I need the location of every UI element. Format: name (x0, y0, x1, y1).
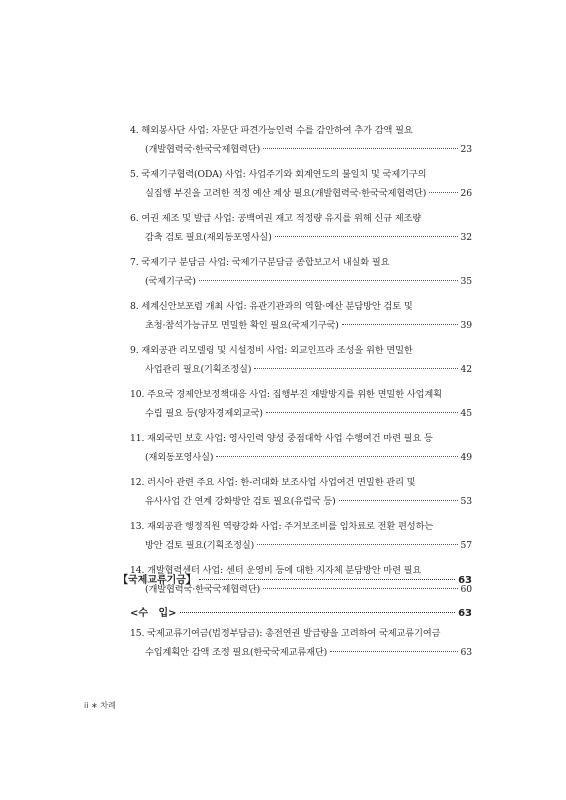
dot-leader (263, 148, 457, 149)
dot-leader (199, 579, 455, 580)
toc-entry-owner: 초청·참석가능규모 면밀한 확인 필요(국제기구국) (145, 320, 339, 331)
toc-list (130, 121, 472, 605)
toc-entry (130, 429, 472, 467)
toc-entry-continuation (130, 140, 472, 159)
dot-leader (254, 368, 457, 369)
toc-entry-continuation (130, 360, 472, 379)
toc-entry-page-number: 53 (460, 496, 472, 507)
toc-entry-owner: 유사사업 간 연계 강화방안 검토 필요(유럽국 등) (145, 496, 336, 507)
dot-leader (257, 544, 457, 545)
toc-entry-owner: (국제기구국) (145, 276, 196, 287)
toc-entry-owner: 사업관리 필요(기획조정실) (145, 364, 252, 375)
subsection-page-number: 63 (458, 608, 472, 619)
section-page-number: 63 (458, 575, 472, 586)
toc-entry-continuation (130, 184, 472, 203)
subsection-title: <수 입> (130, 608, 177, 619)
toc-entry-title: 10. 주요국 경제안보정책대응 사업: 집행부진 재발방지를 위한 면밀한 사업계획 (130, 389, 442, 400)
dot-leader (339, 500, 458, 501)
toc-entry-continuation (130, 316, 472, 335)
toc-entry (130, 517, 472, 555)
toc-entry-page-number: 63 (460, 647, 472, 658)
section-title: 【국제교류기금】 (118, 575, 196, 586)
toc-entry-continuation (130, 272, 472, 291)
toc-entry-title: 13. 재외공관 행정직원 역량강화 사업: 주거보조비를 임차료로 전환 편성하는 (130, 521, 434, 532)
toc-entry (130, 253, 472, 291)
toc-entry-title: 7. 국제기구 분담금 사업: 국제기구분담금 종합보고서 내실화 필요 (130, 257, 390, 268)
toc-entry-page-number: 35 (460, 276, 472, 287)
toc-entry-continuation (130, 404, 472, 423)
toc-entry-owner: 수입계획안 감액 조정 필요(한국국제교류재단) (145, 647, 328, 658)
section-heading-international-exchange-fund (118, 571, 472, 586)
toc-entry-title: 9. 재외공관 리모델링 및 시설정비 사업: 외교인프라 조성을 위한 면밀한 (130, 345, 413, 356)
toc-entry-continuation (130, 643, 472, 662)
toc-entry-title: 14. 개발협력센터 사업: 센터 운영비 등에 대한 지자체 분담방안 마련 필요 (130, 565, 422, 576)
toc-entry-continuation (130, 492, 472, 511)
toc-entry (130, 473, 472, 511)
toc-entry-page-number: 32 (460, 232, 472, 243)
toc-entry-continuation (130, 448, 472, 467)
dot-leader (342, 324, 458, 325)
dot-leader (429, 192, 457, 193)
dot-leader (266, 412, 458, 413)
toc-entry-owner: 감축 검토 필요(재외동포영사실) (145, 232, 272, 243)
toc-list-after (130, 624, 472, 668)
toc-entry (130, 297, 472, 335)
toc-entry-title: 6. 여권 제조 및 발급 사업: 공백여권 재고 적정량 유지를 위해 신규 제조량 (130, 213, 422, 224)
toc-entry-title: 5. 국제기구협력(ODA) 사업: 사업주기와 회계연도의 불일치 및 국제기구의 (130, 169, 427, 180)
toc-entry-page-number: 57 (460, 540, 472, 551)
dot-leader (199, 280, 458, 281)
dot-leader (180, 612, 456, 613)
toc-entry-title: 8. 세계신안보포럼 개최 사업: 유관기관과의 역할·예산 분담방안 검토 및 (130, 301, 413, 312)
toc-entry-continuation (130, 536, 472, 555)
dot-leader (330, 651, 457, 652)
dot-leader (275, 236, 458, 237)
toc-entry-owner: (재외동포영사실) (145, 452, 214, 463)
toc-entry-continuation (130, 228, 472, 247)
page-footer: ii ∗ 차례 (84, 701, 116, 710)
dot-leader (263, 588, 457, 589)
toc-entry-title: 11. 재외국민 보호 사업: 영사인력 양성 중점대학 사업 수행여건 마련 필요 등 (130, 433, 433, 444)
toc-entry-owner: 실집행 부진을 고려한 적정 예산 계상 필요(개발협력국·한국국제협력단) (145, 188, 427, 199)
toc-entry-page-number: 45 (460, 408, 472, 419)
toc-entry (130, 624, 472, 662)
toc-entry-title: 12. 러시아 관련 주요 사업: 한-러대화 보조사업 사업여건 면밀한 관리 및 (130, 477, 416, 488)
toc-entry-page-number: 26 (460, 188, 472, 199)
toc-entry-page-number: 42 (460, 364, 472, 375)
toc-entry-title: 4. 해외봉사단 사업: 자문단 파견가능인력 수를 감안하여 추가 감액 필요 (130, 125, 413, 136)
toc-entry-page-number: 60 (460, 584, 472, 595)
toc-entry (130, 121, 472, 159)
toc-entry-page-number: 49 (460, 452, 472, 463)
toc-entry (130, 165, 472, 203)
toc-entry (130, 209, 472, 247)
toc-entry-title: 15. 국제교류기여금(법정부담금): 총전연권 발급량을 고려하여 국제교류기여금 (130, 628, 441, 639)
toc-entry-page-number: 23 (460, 144, 472, 155)
toc-entry-owner: (개발협력국·한국국제협력단) (145, 144, 261, 155)
toc-entry (130, 341, 472, 379)
dot-leader (216, 456, 457, 457)
toc-entry-owner: (개발협력국·한국국제협력단) (145, 584, 261, 595)
subsection-heading-revenue (130, 604, 472, 619)
toc-entry-owner: 방안 검토 필요(기획조정실) (145, 540, 255, 551)
toc-entry-owner: 수립 필요 등(양자경제외교국) (145, 408, 263, 419)
toc-entry (130, 385, 472, 423)
toc-entry-page-number: 39 (460, 320, 472, 331)
